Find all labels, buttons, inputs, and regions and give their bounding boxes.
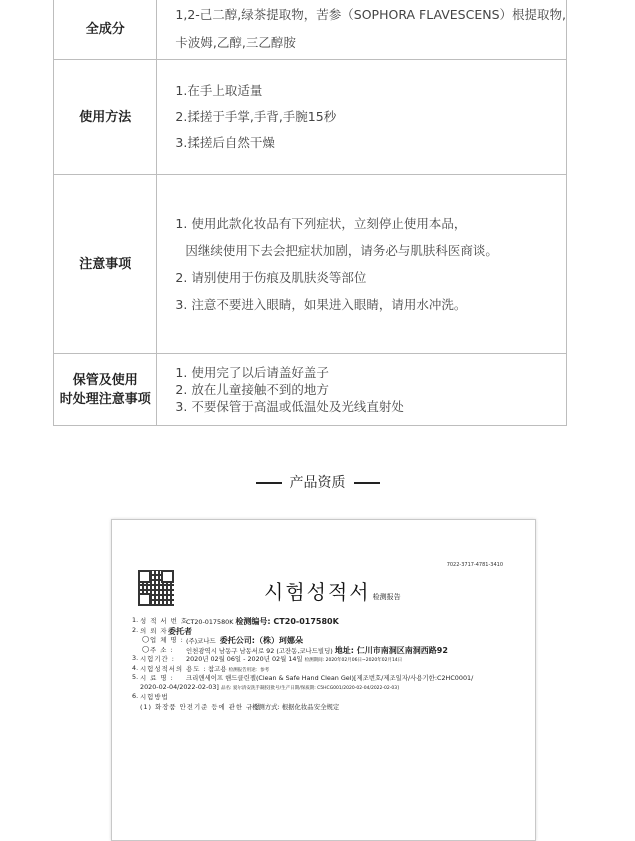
line-number: 1. — [132, 616, 139, 624]
caution-line: 因继续使用下去会把症状加剧，请务必与肌肤科医商谈。 — [185, 243, 498, 258]
caution-line: 2. 请别使用于伤痕及肌肤炎等部位 — [175, 270, 367, 285]
caution-row — [54, 175, 567, 354]
caution-label: 注意事项 — [54, 175, 157, 354]
line-extra: 委托公司:（株）珂娜朵 — [219, 636, 303, 645]
ingredients-row — [54, 0, 567, 60]
dash-right-icon — [354, 482, 380, 484]
certificate-title-cn: 检测报告 — [372, 593, 401, 601]
line-label: 주 소 : — [150, 645, 174, 654]
certificate-line — [132, 626, 527, 636]
section-title: 产品资质 — [289, 475, 346, 491]
line-label: 업 체 명 : — [150, 636, 184, 644]
line-label: 성 적 서 번 호 : — [140, 617, 195, 625]
line-extra: 检测期间: 2020年02月06日~2020年02月14日 — [304, 658, 403, 663]
usage-line: 1.在手上取适量 — [175, 83, 263, 98]
certificate-line — [132, 645, 527, 655]
dash-left-icon — [256, 482, 282, 484]
ingredients-line: 1,2-己二醇,绿茶提取物，苦参（SOPHORA FLAVESCENS）根提取物, — [175, 7, 566, 22]
certificate-line — [132, 702, 527, 712]
line-label: (1) 화장품 안전기준 등에 관한 규정 — [140, 702, 261, 711]
line-value: 2020년 02월 06일 - 2020년 02월 14일 检测期间: 2020年02月06日~2020年02月14日 — [186, 655, 403, 663]
line-number: 3. — [132, 654, 139, 662]
certificate-image — [111, 519, 536, 841]
line-number: 5. — [132, 673, 139, 681]
certificate-line — [132, 673, 527, 683]
usage-line: 2.揉搓于手掌,手背,手腕15秒 — [175, 109, 337, 124]
section-heading — [0, 472, 635, 492]
line-label: 시험방법 — [140, 693, 169, 701]
certificate-line — [132, 664, 527, 674]
certificate-doc-number: 7022-3717-4781-3410 — [446, 562, 503, 568]
line-extra: 检测报告用途：参考 — [228, 667, 270, 673]
certificate-line — [132, 683, 527, 693]
line-label: 시험기간 : — [140, 655, 175, 663]
usage-line: 3.揉搓后自然干燥 — [175, 135, 275, 150]
usage-content — [157, 60, 567, 175]
certificate-title-kr: 시험성적서 — [264, 580, 371, 604]
line-extra: 检测方式: 根据化妆品安全规定 — [252, 702, 340, 711]
certificate-line — [132, 616, 527, 626]
certificate-line — [132, 635, 527, 645]
caution-content — [157, 175, 567, 354]
line-number: ◯ — [142, 635, 150, 643]
storage-line: 2. 放在儿童接触不到的地方 — [175, 382, 329, 397]
storage-row — [54, 354, 567, 426]
line-extra: 品名: 爱尔清安洗手凝胶[批号/生产日期/保质期: C5HCG001/2020-02-04/2022-02-03] — [220, 685, 399, 691]
product-info-table — [53, 0, 567, 426]
usage-row — [54, 60, 567, 175]
certificate-line — [132, 654, 527, 664]
storage-label-line: 保管及使用 — [72, 372, 138, 388]
usage-label: 使用方法 — [54, 60, 157, 175]
line-extra: 地址: 仁川市南洞区南洞西路92 — [334, 645, 448, 655]
ingredients-label: 全成分 — [54, 0, 157, 60]
certificate-line — [132, 692, 527, 702]
storage-line: 3. 不要保管于高温或低温处及光线直射处 — [175, 399, 404, 414]
caution-line: 1. 使用此款化妆品有下列症状，立刻停止使用本品， — [175, 216, 467, 231]
ingredients-content — [157, 0, 567, 60]
line-label: 시험성적서의 용도 : — [140, 664, 207, 673]
line-value: 2020-02-04/2022-02-03] 品名: 爱尔清安洗手凝胶[批号/生产日期/保质期: C5HCG001/2020-02-04/2022-02-03] — [140, 682, 399, 691]
line-number: 2. — [132, 625, 139, 634]
ingredients-line: 卡波姆,乙醇,三乙醇胺 — [175, 35, 296, 50]
line-value: (주)코나드 委托公司:（株）珂娜朵 — [186, 636, 303, 645]
storage-label-line: 时处理注意事项 — [59, 391, 151, 407]
storage-label — [54, 354, 157, 426]
line-number: 6. — [132, 692, 139, 700]
line-extra: 检测编号: CT20-017580K — [235, 617, 339, 626]
line-value: 委托者 — [168, 626, 192, 636]
caution-line: 3. 注意不要进入眼睛，如果进入眼睛，请用水冲洗。 — [175, 297, 467, 312]
line-value: 인천광역시 남동구 남동서로 92 (고잔동,코나드빌딩) 地址: 仁川市南洞区南洞西路92 — [186, 645, 448, 655]
qr-code-icon — [138, 570, 174, 606]
storage-content — [157, 354, 567, 426]
line-label: 의 뢰 자 — [140, 626, 168, 635]
line-value: 크리앤세이프 핸드클린젤(Clean & Safe Hand Clean Gel)[제조번호/제조일자/사용기한:C2HC0001/ — [186, 674, 474, 682]
line-number: ◯ — [142, 644, 150, 653]
certificate-lines — [132, 616, 527, 711]
line-number: 4. — [132, 663, 139, 672]
line-value: CT20-017580K 检测编号: CT20-017580K — [186, 617, 339, 626]
line-value: 참고용 检测报告用途：参考 — [208, 664, 270, 673]
line-label: 시 료 명 : — [140, 674, 174, 682]
certificate-title — [264, 576, 401, 605]
storage-line: 1. 使用完了以后请盖好盖子 — [175, 365, 329, 380]
